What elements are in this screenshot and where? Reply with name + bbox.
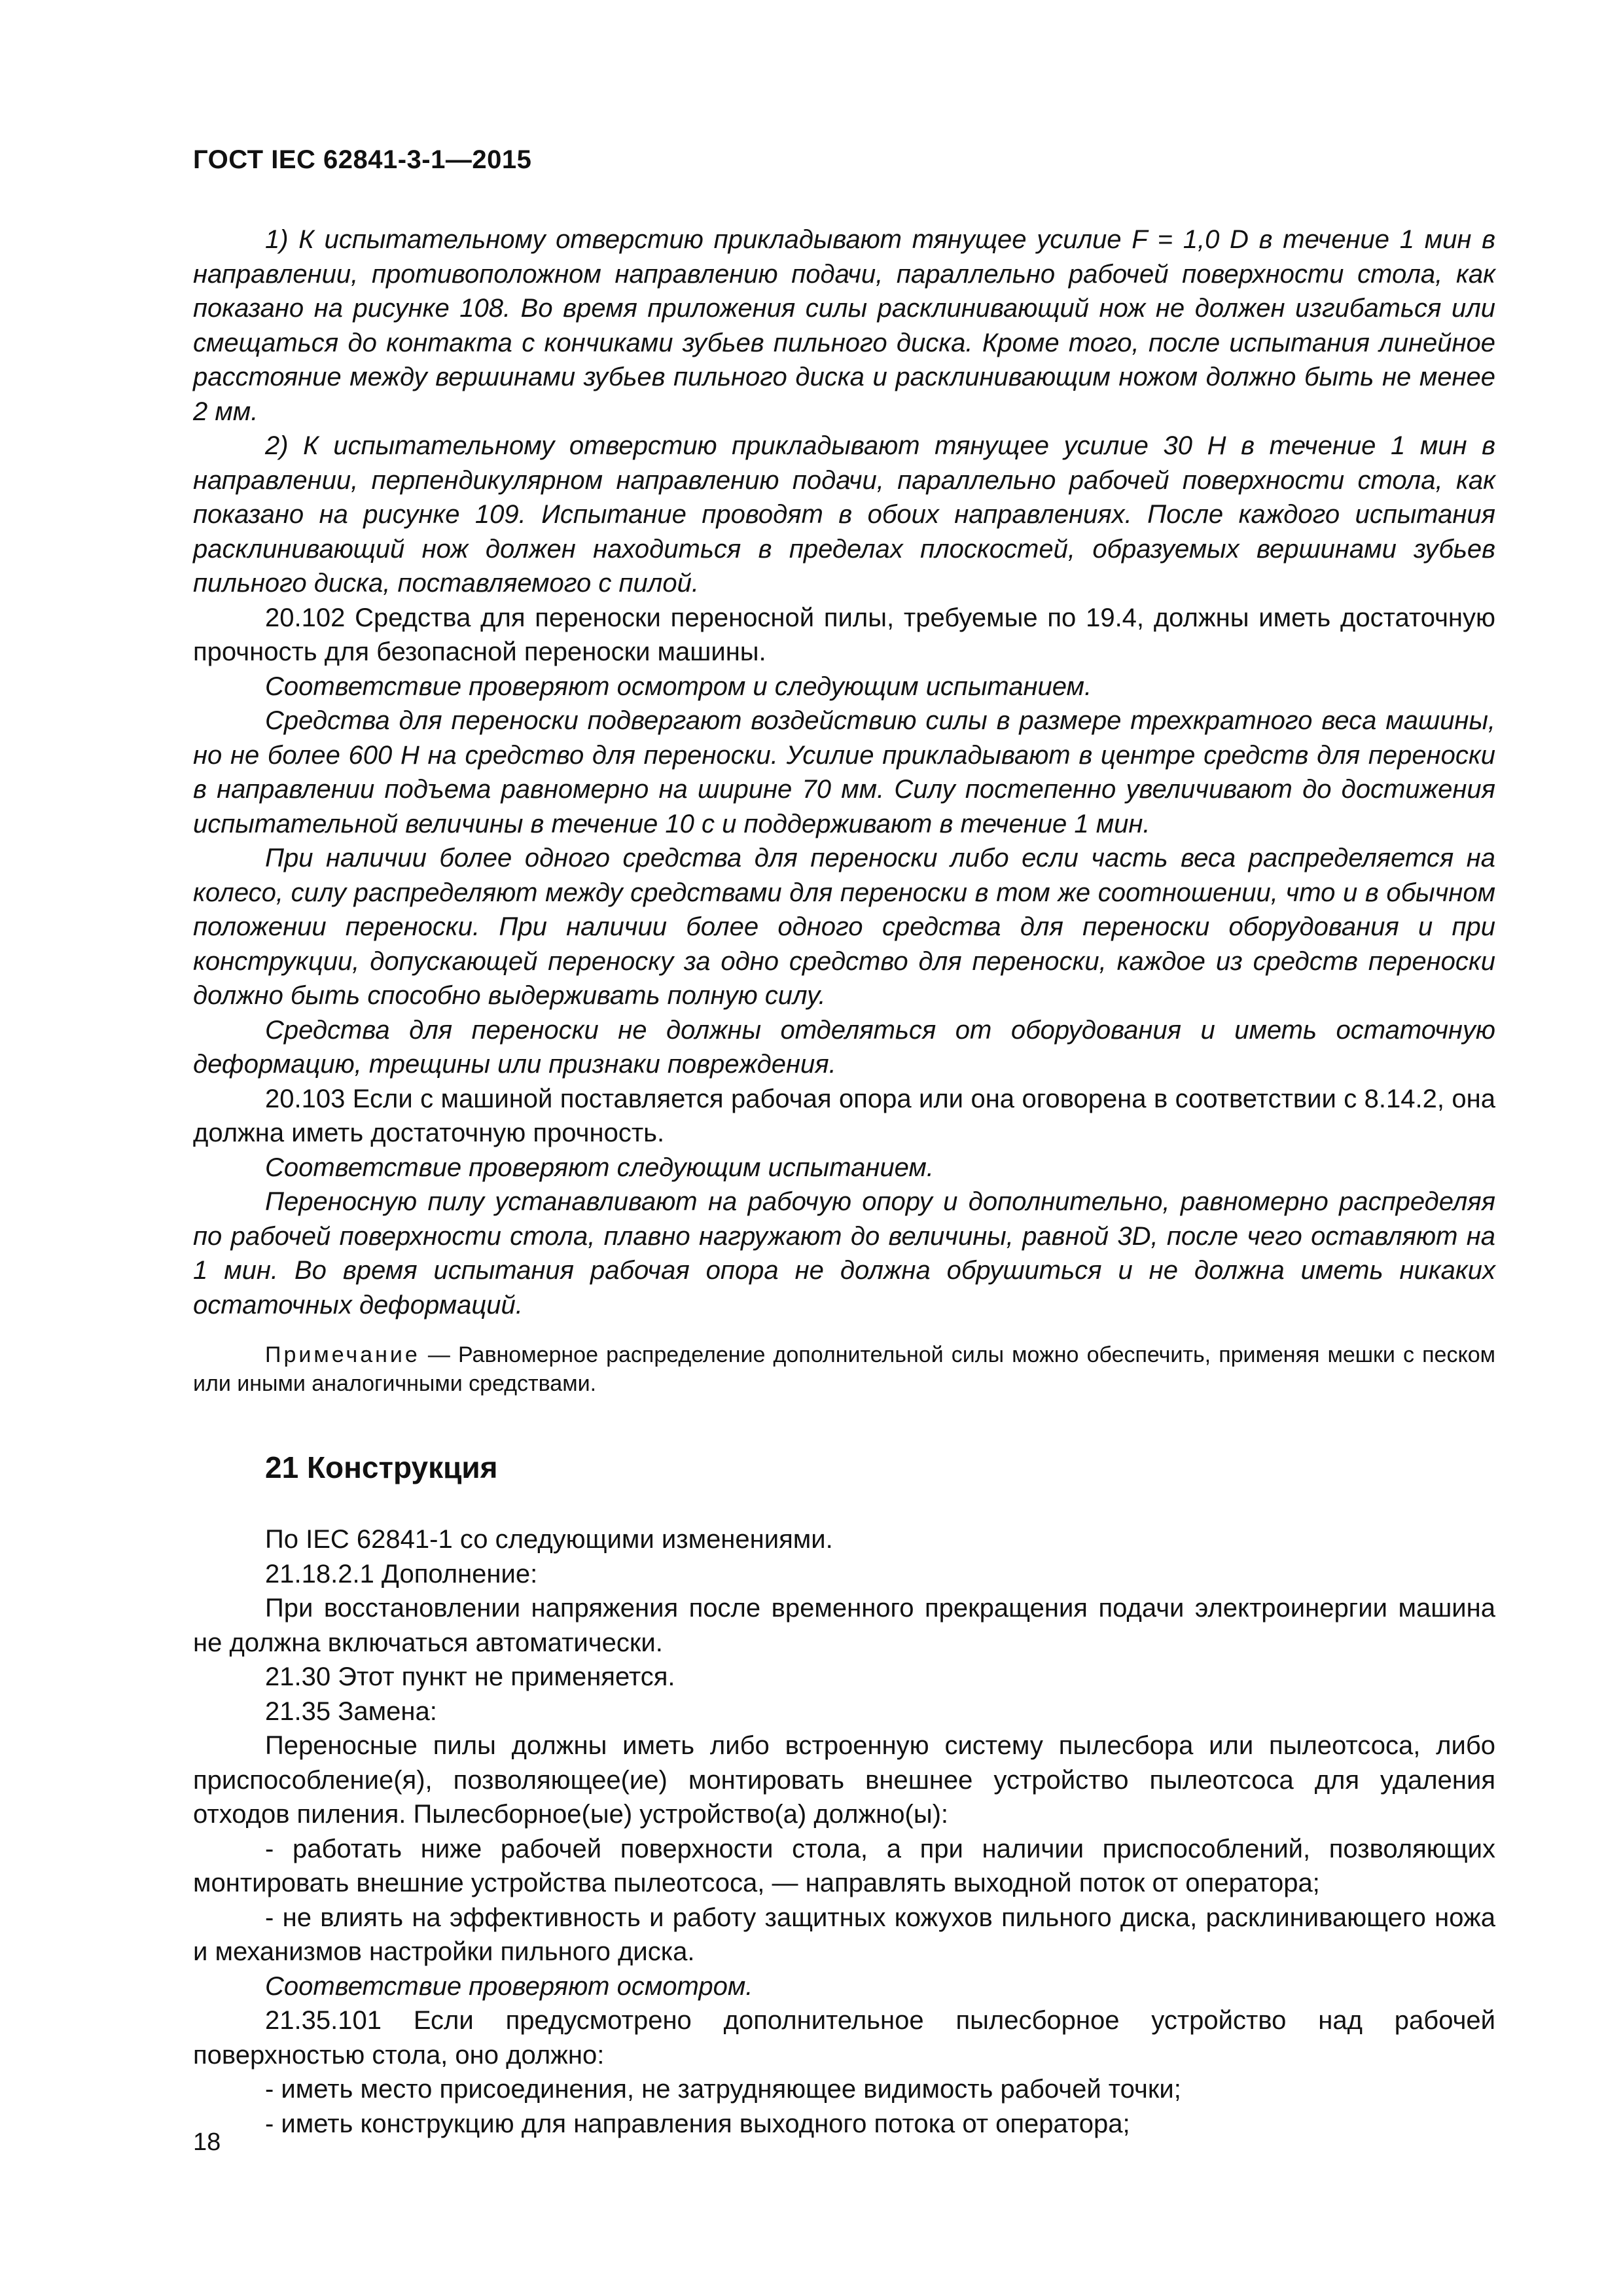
section-list-item: - не влиять на эффективность и работу защитных кожухов пильного диска, расклинивающего ножа и механизмов настройки пильного диска. [193, 1903, 1495, 1966]
document-body [193, 223, 1495, 2141]
standard-header: ГОСТ IEC 62841-3-1—2015 [193, 145, 532, 174]
note-text: — Равномерное распределение дополнительной силы можно обеспечить, применяя мешки с песком или иными аналогичными средствами. [193, 1342, 1495, 1396]
section-title: 21 Конструкция [265, 1450, 498, 1484]
section-paragraph: По IEC 62841-1 со следующими изменениями. [265, 1525, 833, 1554]
note-label: Примечание [265, 1342, 420, 1367]
section-paragraph: 21.30 Этот пункт не применяется. [265, 1662, 675, 1691]
page-number: 18 [193, 2128, 221, 2156]
note [193, 1340, 1495, 1398]
paragraph-carrying-distribution: При наличии более одного средства для переноски либо если часть веса распределяется на колесо, силу распределяют между средствами для переноски в том же соотношении, что и в обычном положении переноски. При наличии более одного средства для переноски оборудования и при конструкции, допускающей переноску за одно средство для переноски, каждое из средств переноски должно быть способно выдерживать полную силу. [193, 844, 1495, 1010]
paragraph-carrying-result: Средства для переноски не должны отделяться от оборудования и иметь остаточную деформацию, трещины или признаки повреждения. [193, 1015, 1495, 1079]
section-paragraph: При восстановлении напряжения после временного прекращения подачи электроинергии машина не должна включаться автоматически. [193, 1594, 1495, 1657]
paragraph-test-2: 2) К испытательному отверстию прикладывают тянущее усилие 30 Н в течение 1 мин в направлении, перпендикулярном направлению подачи, параллельно рабочей поверхности стола, как показано на рисунке 109. Испытание проводят в обоих направлениях. После каждого испытания расклинивающий нож должен находиться в пределах плоскостей, образуемых вершинами зубьев пильного диска, поставляемого с пилой. [193, 431, 1495, 598]
section-list-item: - работать ниже рабочей поверхности стола, а при наличии приспособлений, позволяющих монтировать внешние устройства пылеотсоса, — направлять выходной поток от оператора; [193, 1834, 1495, 1897]
paragraph-support-test: Переносную пилу устанавливают на рабочую опору и дополнительно, равномерно распределяя по рабочей поверхности стола, плавно нагружают до величины, равной 3D, после чего оставляют на 1 мин. Во время испытания рабочая опора не должна обрушиться и не должна иметь никаких остаточных деформаций. [193, 1187, 1495, 1319]
section-list-item: - иметь конструкцию для направления выходного потока от оператора; [265, 2109, 1130, 2138]
section-paragraph: 21.35 Замена: [265, 1696, 437, 1726]
paragraph-20-103: 20.103 Если с машиной поставляется рабочая опора или она оговорена в соответствии с 8.14.2, она должна иметь достаточную прочность. [193, 1084, 1495, 1147]
section-paragraph: Переносные пилы должны иметь либо встроенную систему пылесбора или пылеотсоса, либо приспособление(я), позволяющее(ие) монтировать внешнее устройство пылеотсоса для удаления отходов пиления. Пылесборное(ые) устройство(а) должно(ы): [193, 1731, 1495, 1829]
paragraph-compliance-2: Соответствие проверяют следующим испытанием. [265, 1153, 934, 1182]
section-paragraph: 21.18.2.1 Дополнение: [265, 1559, 538, 1588]
paragraph-carrying-test: Средства для переноски подвергают воздействию силы в размере трехкратного веса машины, но не более 600 Н на средство для переноски. Усилие прикладывают в центре средств для переноски в направлении подъема равномерно на ширине 70 мм. Силу постепенно увеличивают до достижения испытательной величины в течение 10 с и поддерживают в течение 1 мин. [193, 706, 1495, 838]
section-compliance: Соответствие проверяют осмотром. [265, 1971, 753, 2001]
paragraph-test-1: 1) К испытательному отверстию прикладывают тянущее усилие F = 1,0 D в течение 1 мин в направлении, противоположном направлению подачи, параллельно рабочей поверхности стола, как показано на рисунке 108. Во время приложения силы расклинивающий нож не должен изгибаться или смещаться до контакта с кончиками зубьев пильного диска. Кроме того, после испытания линейное расстояние между вершинами зубьев пильного диска и расклинивающим ножом должно быть не менее 2 мм. [193, 225, 1495, 426]
paragraph-compliance-1: Соответствие проверяют осмотром и следующим испытанием. [265, 672, 1092, 701]
section-paragraph: 21.35.101 Если предусмотрено дополнительное пылесборное устройство над рабочей поверхностью стола, оно должно: [193, 2006, 1495, 2070]
paragraph-20-102: 20.102 Средства для переноски переносной пилы, требуемые по 19.4, должны иметь достаточную прочность для безопасной переноски машины. [193, 603, 1495, 666]
section-list-item: - иметь место присоединения, не затрудняющее видимость рабочей точки; [265, 2075, 1181, 2104]
